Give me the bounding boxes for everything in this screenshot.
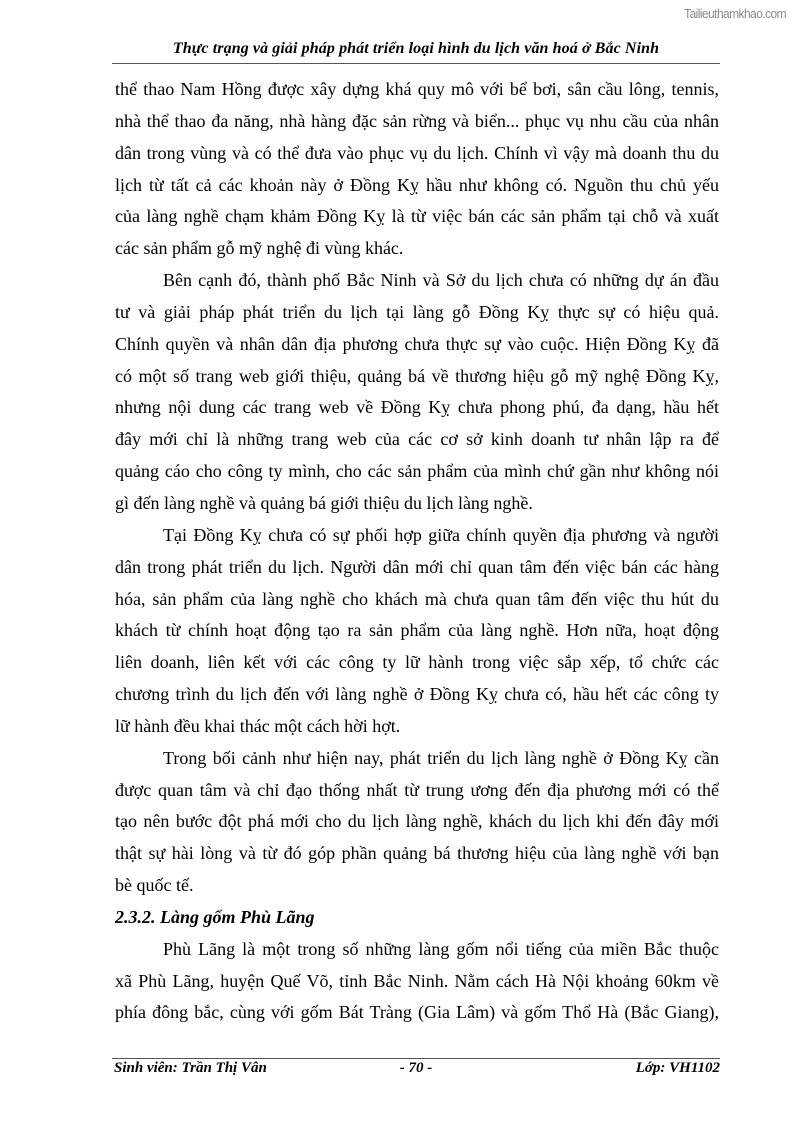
text-line: được quan tâm và chỉ đạo thống nhất từ trung ương đến địa phương mới có thể — [115, 779, 719, 800]
header-rule — [112, 63, 720, 64]
text-line: dân trong vùng và có thể đưa vào phục vụ du lịch. Chính vì vậy mà doanh thu du — [115, 142, 719, 163]
body-text — [115, 74, 719, 1029]
text-line: Chính quyền và nhân dân địa phương chưa thực sự vào cuộc. Hiện Đồng Kỵ đã — [115, 333, 719, 354]
running-header-title: Thực trạng và giải pháp phát triển loại hình du lịch văn hoá ở Bắc Ninh — [172, 40, 660, 57]
text-line: Tại Đồng Kỵ chưa có sự phối hợp giữa chính quyền địa phương và người — [163, 524, 719, 545]
text-line: đây mới chỉ là những trang web của các cơ sở kinh doanh tư nhân lập ra để — [115, 429, 719, 450]
text-line: Bên cạnh đó, thành phố Bắc Ninh và Sở du lịch chưa có những dự án đầu — [163, 270, 719, 291]
text-line: Phù Lãng là một trong số những làng gốm nổi tiếng của miền Bắc thuộc — [163, 938, 719, 959]
text-line: quảng cáo cho công ty mình, cho các sản phẩm của mình chứ gần như không nói — [115, 461, 719, 482]
footer-student-name: Sinh viên: Trần Thị Vân — [114, 1060, 267, 1076]
text-line: bè quốc tế. — [115, 875, 194, 896]
text-line: các sản phẩm gỗ mỹ nghệ đi vùng khác. — [115, 238, 404, 259]
footer-page-number: - 70 - — [399, 1060, 433, 1076]
footer-rule — [112, 1058, 720, 1059]
text-line: có một số trang web giới thiệu, quảng bá về thương hiệu gỗ mỹ nghệ Đồng Kỵ, — [115, 365, 719, 386]
text-line: dân trong phát triển du lịch. Người dân mới chỉ quan tâm đến việc bán các hàng — [115, 556, 719, 577]
text-line: thật sự hài lòng và từ đó góp phần quảng bá thương hiệu của làng nghề với bạn — [115, 843, 719, 864]
footer-class: Lớp: VH1102 — [635, 1060, 720, 1076]
text-line: Trong bối cảnh như hiện nay, phát triển du lịch làng nghề ở Đồng Kỵ cần — [163, 747, 719, 768]
text-line: lữ hành đều khai thác một cách hời hợt. — [115, 715, 401, 736]
text-line: thể thao Nam Hồng được xây dựng khá quy mô với bể bơi, sân cầu lông, tennis, — [115, 79, 719, 99]
text-line: chương trình du lịch đến với làng nghề ở Đồng Kỵ chưa có, hầu hết các công ty — [115, 684, 719, 705]
text-line: lịch từ tất cả các khoản này ở Đồng Kỵ hầu như không có. Nguồn thu chủ yếu — [115, 174, 719, 195]
text-line: hóa, sản phẩm của làng nghề cho khách mà chưa quan tâm đến việc thu hút du — [115, 588, 719, 609]
text-line: khách từ chính hoạt động tạo ra sản phẩm của làng nghề. Hơn nữa, hoạt động — [115, 620, 719, 641]
text-line: tư và giải pháp phát triển du lịch tại làng gỗ Đồng Kỵ thực sự có hiệu quả. — [115, 301, 719, 322]
page-footer — [112, 1060, 720, 1080]
text-line: liên doanh, liên kết với các công ty lữ hành trong việc sắp xếp, tổ chức các — [115, 652, 719, 673]
text-line: xã Phù Lãng, huyện Quế Võ, tỉnh Bắc Ninh. Nằm cách Hà Nội khoảng 60km về — [115, 970, 719, 991]
text-line: của làng nghề chạm khảm Đồng Kỵ là từ việc bán các sản phẩm tại chỗ và xuất — [115, 206, 719, 227]
text-line: nhà thể thao đa năng, nhà hàng đặc sản rừng và biển... phục vụ nhu cầu của nhân — [115, 110, 719, 131]
text-line: phía đông bắc, cùng với gốm Bát Tràng (Gia Lâm) và gốm Thổ Hà (Bắc Giang), — [115, 1002, 719, 1023]
text-line: gì đến làng nghề và quảng bá giới thiệu du lịch làng nghề. — [115, 492, 533, 513]
text-line: tạo nên bước đột phá mới cho du lịch làng nghề, khách du lịch khi đến đây mới — [115, 811, 719, 832]
text-line: nhưng nội dung các trang web về Đồng Kỵ chưa phong phú, đa dạng, hầu hết — [115, 397, 719, 418]
section-heading: 2.3.2. Làng gốm Phù Lãng — [115, 906, 315, 927]
watermark: Tailieuthamkhao.com — [684, 6, 786, 21]
